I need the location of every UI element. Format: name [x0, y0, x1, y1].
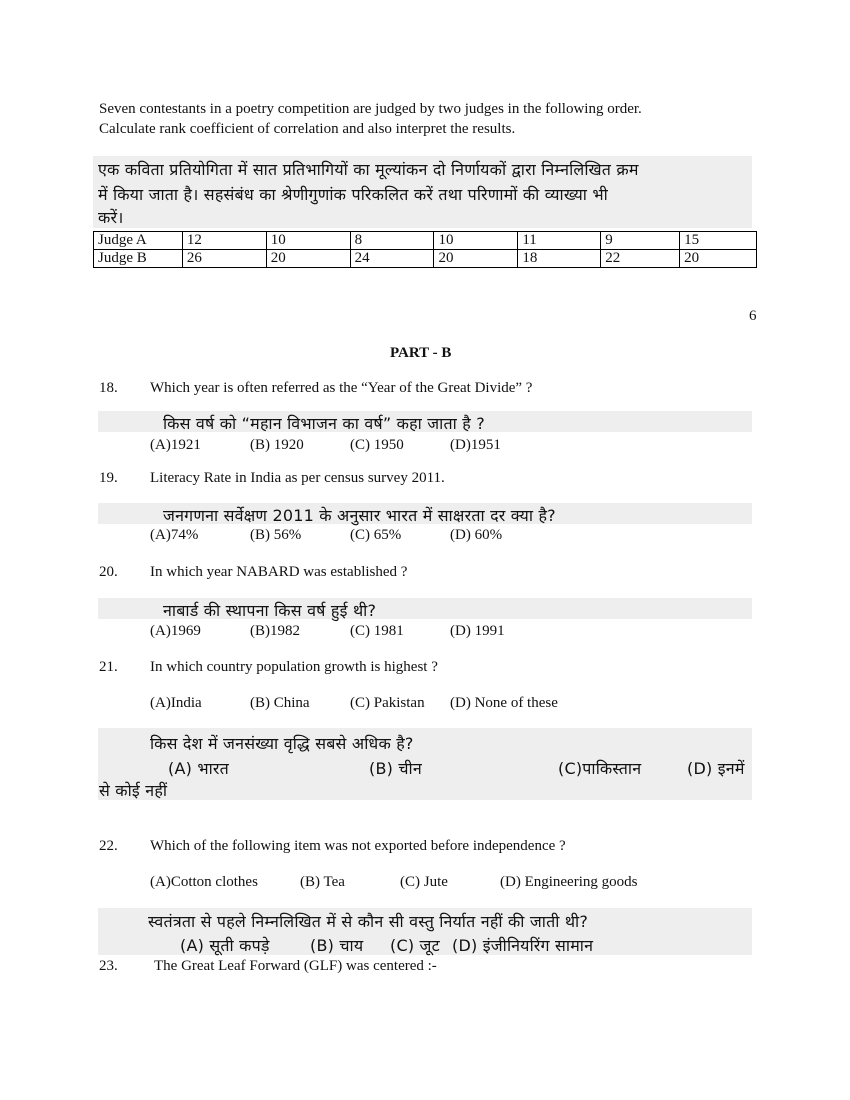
q20-hindi-block	[98, 598, 752, 619]
q19-option-b: (B) 56%	[250, 527, 302, 543]
judges-score-table	[93, 231, 757, 268]
q23-english: The Great Leaf Forward (GLF) was centered :-	[154, 958, 437, 974]
intro-en-line2: Calculate rank coefficient of correlation and also interpret the results.	[99, 121, 516, 137]
q21-hindi-block	[98, 728, 752, 800]
q22-english: Which of the following item was not exported before independence ?	[150, 838, 566, 854]
row-label: Judge A	[94, 232, 183, 250]
q18-number: 18.	[99, 380, 118, 396]
q18-hindi: किस वर्ष को “महान विभाजन का वर्ष” कहा जाता है ?	[163, 414, 485, 433]
q18-english: Which year is often referred as the “Year of the Great Divide” ?	[150, 380, 533, 396]
q21-option-d: (D) None of these	[450, 695, 558, 711]
q22-number: 22.	[99, 838, 118, 854]
q20-hindi: नाबार्ड की स्थापना किस वर्ष हुई थी?	[163, 601, 377, 620]
intro-english	[99, 101, 642, 138]
q20-option-b: (B)1982	[250, 623, 300, 639]
q22-option-d: (D) Engineering goods	[500, 874, 638, 890]
q19-option-a: (A)74%	[150, 527, 199, 543]
q22-hindi: स्वतंत्रता से पहले निम्नलिखित में से कौन सी वस्तु निर्यात नहीं की जाती थी?	[148, 912, 589, 931]
q20-option-d: (D) 1991	[450, 623, 505, 639]
q22-hindi-option-b: (B) चाय	[310, 936, 364, 955]
q21-hindi-option-d: (D) इनमें	[687, 759, 745, 778]
table-cell: 15	[680, 232, 757, 250]
table-cell: 10	[434, 232, 518, 250]
row-label: Judge B	[94, 250, 183, 268]
q18-option-a: (A)1921	[150, 437, 201, 453]
q22-hindi-option-a: (A) सूती कपड़े	[180, 936, 270, 955]
intro-en-line1: Seven contestants in a poetry competition are judged by two judges in the following order.	[99, 101, 642, 117]
q21-option-c: (C) Pakistan	[350, 695, 425, 711]
table-cell: 26	[182, 250, 266, 268]
q19-hindi: जनगणना सर्वेक्षण 2011 के अनुसार भारत में साक्षरता दर क्या है?	[163, 506, 556, 525]
q21-hindi: किस देश में जनसंख्या वृद्धि सबसे अधिक है?	[150, 734, 414, 753]
q21-hindi-option-c: (C)पाकिस्तान	[558, 759, 642, 778]
q18-option-d: (D)1951	[450, 437, 501, 453]
marks: 6	[749, 308, 757, 324]
table-cell: 12	[182, 232, 266, 250]
table-cell: 8	[350, 232, 434, 250]
q19-english: Literacy Rate in India as per census survey 2011.	[150, 470, 445, 486]
q21-hindi-option-a: (A) भारत	[168, 759, 229, 778]
q20-option-a: (A)1969	[150, 623, 201, 639]
q22-option-a: (A)Cotton clothes	[150, 874, 258, 890]
table-cell: 20	[434, 250, 518, 268]
q18-option-c: (C) 1950	[350, 437, 404, 453]
intro-hi-line2: में किया जाता है। सहसंबंध का श्रेणीगुणांक परिकलित करें तथा परिणामों की व्याख्या भी	[98, 185, 608, 204]
table-row	[94, 232, 757, 250]
q21-hindi-option-b: (B) चीन	[369, 759, 422, 778]
table-cell: 10	[266, 232, 350, 250]
table-cell: 20	[266, 250, 350, 268]
table-cell: 18	[518, 250, 601, 268]
q20-number: 20.	[99, 564, 118, 580]
intro-hindi-block	[93, 156, 752, 228]
table-cell: 22	[601, 250, 680, 268]
q23-number: 23.	[99, 958, 118, 974]
q21-english: In which country population growth is highest ?	[150, 659, 438, 675]
q22-option-b: (B) Tea	[300, 874, 345, 890]
intro-hi-line1: एक कविता प्रतियोगिता में सात प्रतिभागियों का मूल्यांकन दो निर्णायकों द्वारा निम्नलिखित क्रम	[98, 160, 639, 179]
q21-hindi-continuation: से कोई नहीं	[99, 781, 168, 800]
intro-hi-line3: करें।	[98, 208, 124, 227]
q21-number: 21.	[99, 659, 118, 675]
q18-option-b: (B) 1920	[250, 437, 304, 453]
table-cell: 20	[680, 250, 757, 268]
q22-hindi-block	[98, 908, 752, 955]
q22-hindi-option-c: (C) जूट	[390, 936, 440, 955]
q19-option-d: (D) 60%	[450, 527, 503, 543]
q19-option-c: (C) 65%	[350, 527, 402, 543]
q18-hindi-block	[98, 411, 752, 432]
q19-number: 19.	[99, 470, 118, 486]
q20-option-c: (C) 1981	[350, 623, 404, 639]
q21-option-a: (A)India	[150, 695, 202, 711]
q20-english: In which year NABARD was established ?	[150, 564, 408, 580]
q22-hindi-option-d: (D) इंजीनियरिंग सामान	[452, 936, 594, 955]
table-cell: 11	[518, 232, 601, 250]
table-cell: 24	[350, 250, 434, 268]
q21-option-b: (B) China	[250, 695, 310, 711]
table-row	[94, 250, 757, 268]
q19-hindi-block	[98, 503, 752, 524]
part-title: PART - B	[390, 345, 452, 361]
table-cell: 9	[601, 232, 680, 250]
q22-option-c: (C) Jute	[400, 874, 448, 890]
